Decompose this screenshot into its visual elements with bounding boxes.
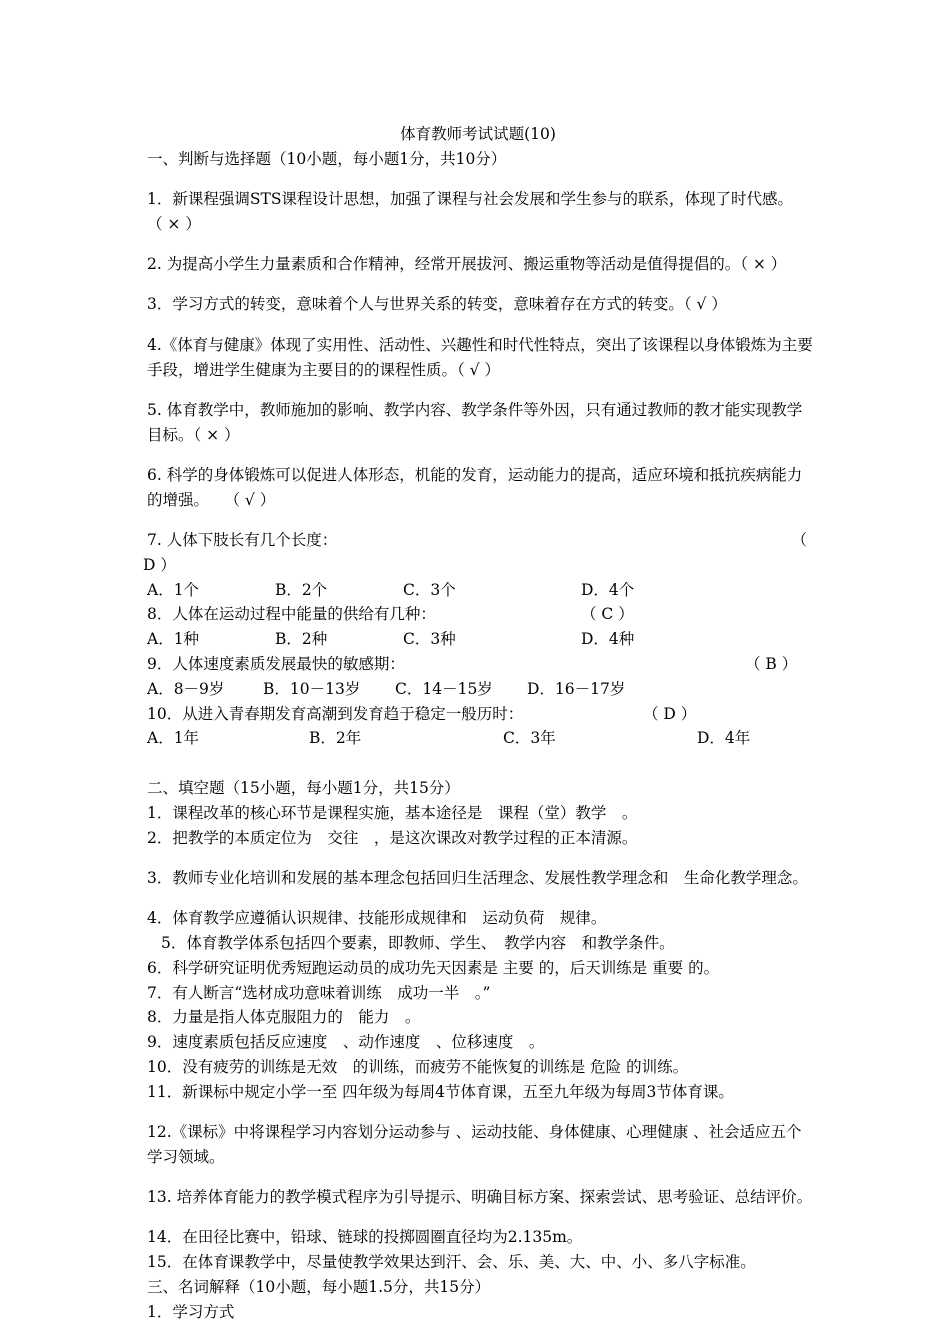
s1-question-7-options <box>143 578 813 603</box>
s1-question-7-answer: D ） <box>143 555 176 574</box>
option-d: D．16－17岁 <box>527 679 626 698</box>
document-title: 体育教师考试试题(10) <box>400 125 556 143</box>
s1-question-2: 2. 为提高小学生力量素质和合作精神，经常开展拔河、搬运重物等活动是值得提倡的。（ × ） <box>147 255 787 274</box>
s2-item-12: 12.《课标》中将课程学习内容划分运动参与 、运动技能、身体健康、心理健康 、社会适应五个学习领域。 <box>147 1123 802 1166</box>
option-a: A．1个 <box>147 580 200 599</box>
question-stem: 10．从进入青春期发育高潮到发育趋于稳定一般历时： <box>147 704 524 723</box>
question-stem: 7. 人体下肢长有几个长度： <box>147 531 338 550</box>
s2-item-4: 4．体育教学应遵循认识规律、技能形成规律和 运动负荷 规律。 <box>147 909 607 928</box>
s1-question-9 <box>143 652 813 677</box>
s1-question-10-options <box>143 726 813 751</box>
option-b: B．2年 <box>309 729 362 748</box>
s1-question-5: 5. 体育教学中，教师施加的影响、教学内容、教学条件等外因，只有通过教师的教才能实现教学目标。（ × ） <box>147 400 803 444</box>
spacer <box>143 751 813 776</box>
s1-question-3: 3．学习方式的转变，意味着个人与世界关系的转变，意味着存在方式的转变。（ √ ） <box>147 295 727 314</box>
s1-question-8 <box>143 602 813 627</box>
s2-item-13: 13. 培养体育能力的教学模式程序为引导提示、明确目标方案、探索尝试、思考验证、总结评价。 <box>147 1188 813 1207</box>
option-a: A．1年 <box>147 729 200 748</box>
s2-item-14: 14．在田径比赛中，铅球、链球的投掷圆圈直径均为2.135m。 <box>147 1228 583 1247</box>
s1-question-7 <box>143 528 813 553</box>
s2-item-11: 11．新课标中规定小学一至 四年级为每周4节体育课，五至九年级为每周3节体育课。 <box>147 1082 734 1101</box>
s1-question-1: 1．新课程强调STS课程设计思想，加强了课程与社会发展和学生参与的联系，体现了时代感。 （ × ） <box>147 190 832 233</box>
s1-question-4: 4.《体育与健康》体现了实用性、活动性、兴趣性和时代性特点，突出了该课程以身体锻炼为主要手段，增进学生健康为主要目的的课程性质。（ √ ） <box>147 335 813 379</box>
s2-item-1: 1．课程改革的核心环节是课程实施，基本途径是 课程（堂）教学 。 <box>147 803 638 822</box>
answer-paren: （ <box>791 531 807 550</box>
option-c: C．3个 <box>403 580 456 599</box>
answer: （ B ） <box>745 655 798 674</box>
s3-question-1: 1．学习方式 <box>147 1302 235 1321</box>
s2-item-8: 8．力量是指人体克服阻力的 能力 。 <box>147 1008 421 1027</box>
option-c: C．3年 <box>503 729 556 748</box>
s2-item-9: 9．速度素质包括反应速度 、动作速度 、位移速度 。 <box>147 1033 545 1052</box>
s1-question-10 <box>143 702 813 727</box>
option-b: B．10－13岁 <box>263 679 361 698</box>
s2-item-10: 10．没有疲劳的训练是无效 的训练，而疲劳不能恢复的训练是 危险 的训练。 <box>147 1058 689 1076</box>
option-d: D．4种 <box>581 630 635 649</box>
exam-document <box>143 122 832 1325</box>
option-d: D．4个 <box>581 580 635 599</box>
s2-item-6: 6．科学研究证明优秀短跑运动员的成功先天因素是 主要 的，后天训练是 重要 的。 <box>147 958 720 977</box>
section-2-heading: 二、填空题（15小题，每小题1分，共15分） <box>147 779 460 798</box>
s1-question-8-options <box>143 627 813 652</box>
section-1-heading: 一、判断与选择题（10小题，每小题1分，共10分） <box>147 149 507 168</box>
option-a: A．8－9岁 <box>147 679 225 698</box>
option-c: C．3种 <box>403 630 456 649</box>
s2-item-3: 3．教师专业化培训和发展的基本理念包括回归生活理念、发展性教学理念和 生命化教学理念。 <box>147 868 808 887</box>
question-stem: 8．人体在运动过程中能量的供给有几种： <box>147 605 436 624</box>
option-d: D．4年 <box>697 729 751 748</box>
question-stem: 9．人体速度素质发展最快的敏感期： <box>147 655 405 674</box>
s1-question-6: 6. 科学的身体锻炼可以促进人体形态，机能的发育，运动能力的提高，适应环境和抵抗疾病能力的增强。 （ √ ） <box>147 465 803 509</box>
option-b: B．2种 <box>275 630 328 649</box>
answer: （ D ） <box>643 704 697 723</box>
s2-item-2: 2．把教学的本质定位为 交往 ，是这次课改对教学过程的正本清源。 <box>147 828 638 847</box>
s1-question-9-options <box>143 677 813 702</box>
section-3-heading: 三、名词解释（10小题，每小题1.5分，共15分） <box>147 1278 491 1297</box>
option-a: A．1种 <box>147 630 200 649</box>
s2-item-7: 7．有人断言“选材成功意味着训练 成功一半 。” <box>147 983 491 1002</box>
option-c: C．14－15岁 <box>395 679 493 698</box>
s2-item-5: 5．体育教学体系包括四个要素，即教师、学生、 教学内容 和教学条件。 <box>161 934 675 953</box>
s2-item-15: 15．在体育课教学中，尽量使教学效果达到汗、会、乐、美、大、中、小、多八字标准。 <box>147 1253 756 1272</box>
option-b: B．2个 <box>275 580 328 599</box>
answer: （ C ） <box>581 605 634 624</box>
